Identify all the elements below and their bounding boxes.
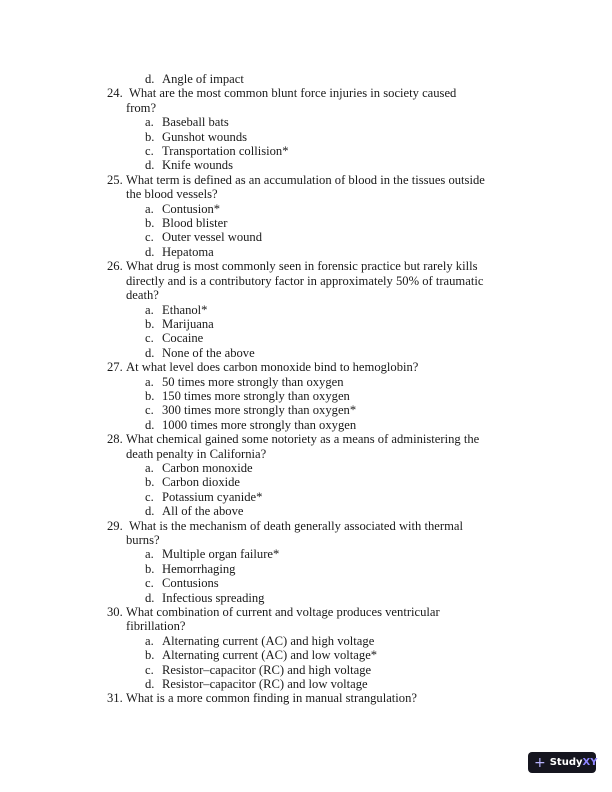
question-line	[0, 691, 612, 705]
option-text: Angle of impact	[162, 72, 244, 86]
question-text: What is a more common finding in manual strangulation?	[126, 691, 417, 706]
option-text: Hemorrhaging	[162, 561, 236, 576]
question-line	[0, 288, 612, 302]
question-block	[0, 605, 612, 691]
question-number: 29.	[107, 518, 123, 533]
option-letter: b.	[145, 388, 155, 403]
option-line	[0, 576, 612, 590]
option-letter: a.	[145, 460, 154, 475]
option-line	[0, 418, 612, 432]
question-number: 27.	[107, 360, 123, 375]
question-block	[0, 360, 612, 432]
question-text: death?	[126, 288, 159, 303]
option-line	[0, 461, 612, 475]
option-letter: c.	[145, 403, 154, 418]
question-block	[0, 173, 612, 259]
question-text: fibrillation?	[126, 619, 186, 634]
question-block	[0, 86, 612, 172]
option-letter: d.	[145, 244, 155, 259]
option-letter: c.	[145, 576, 154, 591]
question-line	[0, 533, 612, 547]
option-letter: a.	[145, 302, 154, 317]
option-letter: a.	[145, 115, 154, 130]
question-line	[0, 173, 612, 187]
option-text: Marijuana	[162, 316, 214, 331]
option-line	[0, 648, 612, 662]
option-line	[0, 346, 612, 360]
plus-icon: +	[534, 754, 546, 771]
option-text: Resistor–capacitor (RC) and high voltage	[162, 662, 372, 677]
option-text: Carbon dioxide	[162, 475, 240, 490]
question-number: 28.	[107, 432, 123, 447]
option-text: Alternating current (AC) and high voltage	[162, 633, 375, 648]
option-letter: a.	[145, 547, 154, 562]
option-letter: d.	[145, 345, 155, 360]
option-letter: c.	[145, 662, 154, 677]
question-line	[0, 274, 612, 288]
question-block	[0, 519, 612, 605]
option-text: None of the above	[162, 345, 255, 360]
option-line	[0, 504, 612, 518]
option-letter: a.	[145, 633, 154, 648]
option-line	[0, 158, 612, 172]
question-line	[0, 432, 612, 446]
option-text: Cocaine	[162, 331, 204, 346]
option-text: Contusions	[162, 576, 219, 591]
option-text: Ethanol*	[162, 302, 208, 317]
question-text: What combination of current and voltage produces ventricular	[126, 605, 440, 620]
option-line	[0, 389, 612, 403]
option-text: 1000 times more strongly than oxygen	[162, 417, 357, 432]
question-text: death penalty in California?	[126, 446, 267, 461]
option-text: Transportation collision*	[162, 144, 289, 159]
question-block	[0, 432, 612, 518]
option-text: Hepatoma	[162, 244, 214, 259]
option-letter: b.	[145, 129, 155, 144]
option-letter: b.	[145, 316, 155, 331]
option-line	[0, 245, 612, 259]
option-letter: d.	[145, 158, 155, 173]
option-text: Baseball bats	[162, 115, 229, 130]
question-line	[0, 187, 612, 201]
option-line	[0, 403, 612, 417]
option-text: Knife wounds	[162, 158, 234, 173]
option-line	[0, 72, 612, 86]
option-letter: d.	[145, 504, 155, 519]
question-text: What is the mechanism of death generally associated with thermal	[129, 518, 463, 533]
option-letter: b.	[145, 216, 155, 231]
question-number: 30.	[107, 605, 123, 620]
option-line	[0, 115, 612, 129]
question-line	[0, 360, 612, 374]
question-block	[0, 259, 612, 360]
brand-prefix: Study	[549, 757, 583, 768]
question-line	[0, 619, 612, 633]
question-number: 24.	[107, 86, 123, 101]
option-line	[0, 144, 612, 158]
question-number: 31.	[107, 691, 123, 706]
option-line	[0, 216, 612, 230]
option-line	[0, 591, 612, 605]
option-text: Outer vessel wound	[162, 230, 263, 245]
option-line	[0, 490, 612, 504]
option-letter: d.	[145, 72, 155, 86]
document-page	[0, 72, 612, 706]
option-line	[0, 202, 612, 216]
question-line	[0, 519, 612, 533]
option-text: Contusion*	[162, 201, 221, 216]
option-line	[0, 331, 612, 345]
option-text: 150 times more strongly than oxygen	[162, 388, 350, 403]
studyxy-logo	[528, 752, 596, 773]
question-line	[0, 605, 612, 619]
question-text: the blood vessels?	[126, 187, 218, 202]
option-letter: c.	[145, 230, 154, 245]
option-text: 300 times more strongly than oxygen*	[162, 403, 357, 418]
option-letter: d.	[145, 417, 155, 432]
brand-suffix: XY	[582, 757, 598, 768]
question-line	[0, 447, 612, 461]
option-letter: d.	[145, 677, 155, 692]
option-letter: a.	[145, 374, 154, 389]
option-letter: a.	[145, 201, 154, 216]
option-text: Multiple organ failure*	[162, 547, 280, 562]
question-block	[0, 691, 612, 705]
question-line	[0, 86, 612, 100]
option-line	[0, 317, 612, 331]
option-text: Carbon monoxide	[162, 460, 253, 475]
option-line	[0, 677, 612, 691]
option-text: Alternating current (AC) and low voltage*	[162, 648, 378, 663]
question-list	[0, 86, 612, 705]
option-text: Potassium cyanide*	[162, 489, 263, 504]
question-line	[0, 259, 612, 273]
option-letter: b.	[145, 561, 155, 576]
option-text: Infectious spreading	[162, 590, 265, 605]
option-line	[0, 663, 612, 677]
option-line	[0, 475, 612, 489]
question-text: from?	[126, 100, 157, 115]
option-letter: b.	[145, 648, 155, 663]
option-line	[0, 303, 612, 317]
question-number: 26.	[107, 259, 123, 274]
question-text: At what level does carbon monoxide bind to hemoglobin?	[126, 360, 419, 375]
option-letter: b.	[145, 475, 155, 490]
option-letter: d.	[145, 590, 155, 605]
option-line	[0, 562, 612, 576]
option-text: Blood blister	[162, 216, 228, 231]
question-text: What drug is most commonly seen in forensic practice but rarely kills	[126, 259, 478, 274]
option-letter: c.	[145, 144, 154, 159]
option-text: 50 times more strongly than oxygen	[162, 374, 344, 389]
option-text: Gunshot wounds	[162, 129, 248, 144]
option-text: All of the above	[162, 504, 244, 519]
option-letter: c.	[145, 331, 154, 346]
option-letter: c.	[145, 489, 154, 504]
question-text: burns?	[126, 533, 160, 547]
option-line	[0, 547, 612, 561]
question-text: directly and is a contributory factor in approximately 50% of traumatic	[126, 273, 484, 288]
option-line	[0, 634, 612, 648]
question-text: What are the most common blunt force injuries in society caused	[129, 86, 457, 101]
question-number: 25.	[107, 172, 123, 187]
option-line	[0, 130, 612, 144]
question-text: What chemical gained some notoriety as a means of administering the	[126, 432, 480, 447]
option-line	[0, 375, 612, 389]
question-text: What term is defined as an accumulation of blood in the tissues outside	[126, 172, 485, 187]
question-line	[0, 101, 612, 115]
option-line	[0, 230, 612, 244]
option-text: Resistor–capacitor (RC) and low voltage	[162, 677, 368, 692]
